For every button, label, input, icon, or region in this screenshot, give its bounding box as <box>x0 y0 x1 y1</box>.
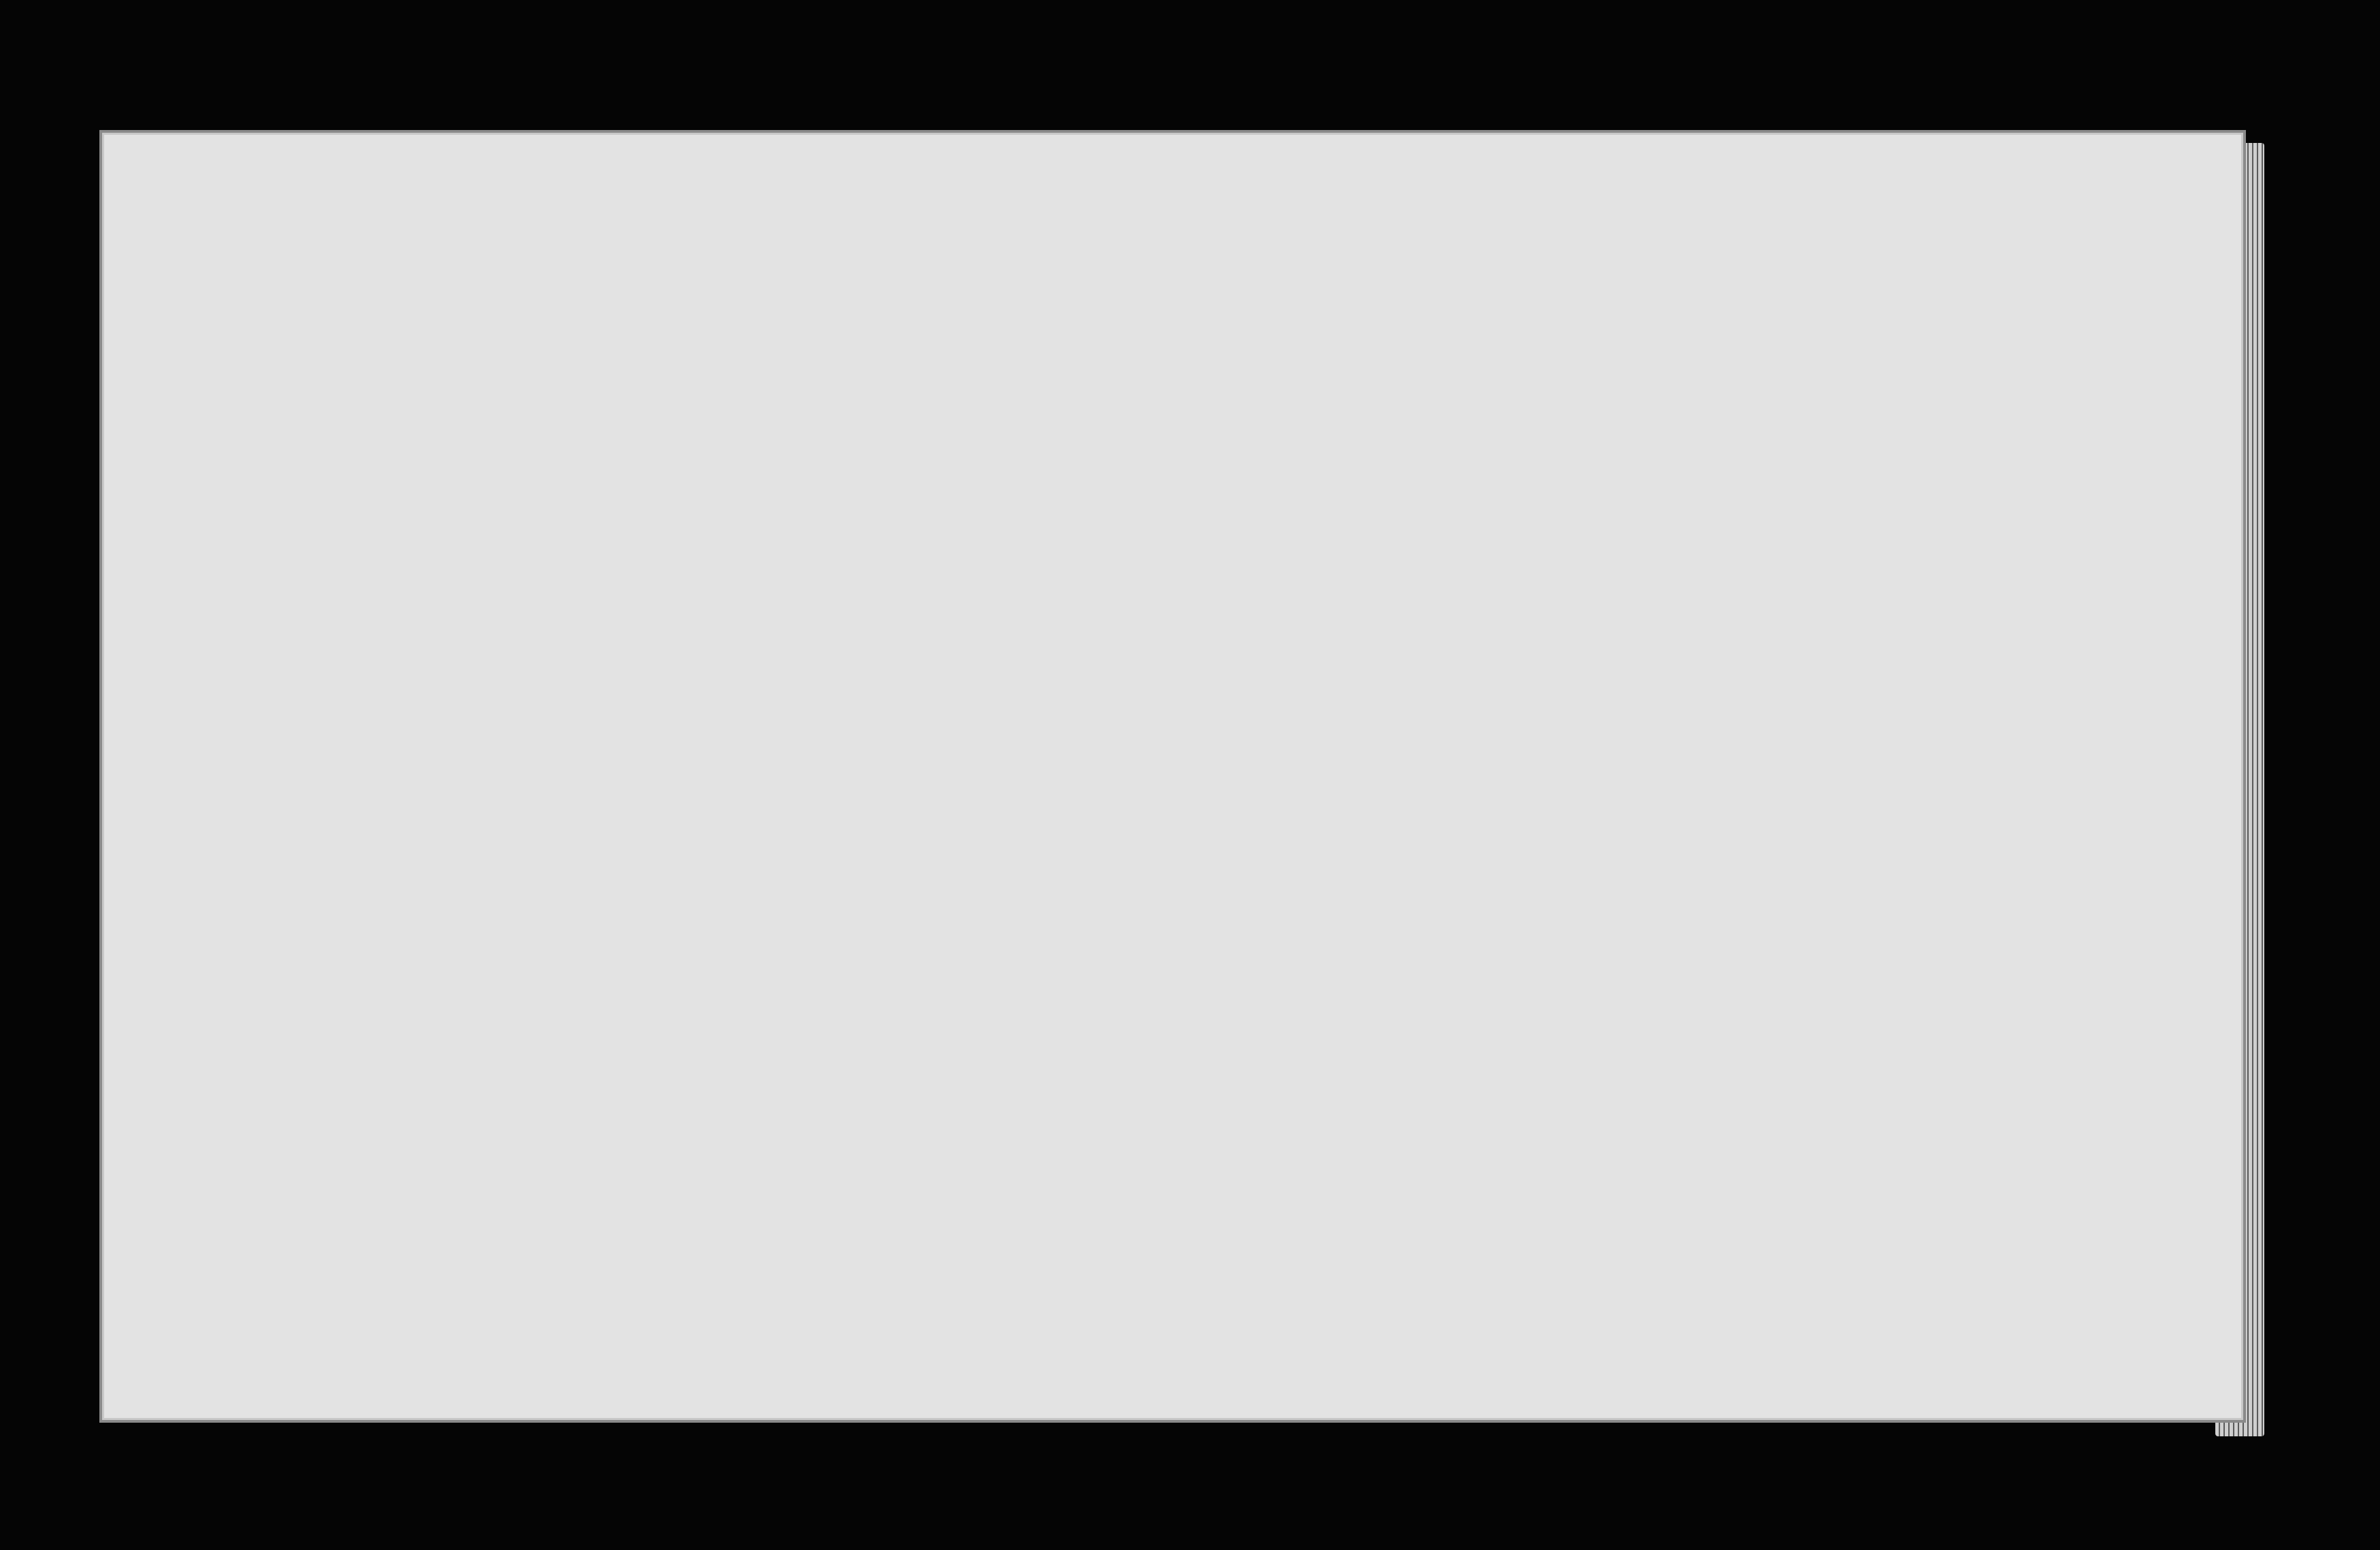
census-card-sheet <box>102 133 2243 1420</box>
